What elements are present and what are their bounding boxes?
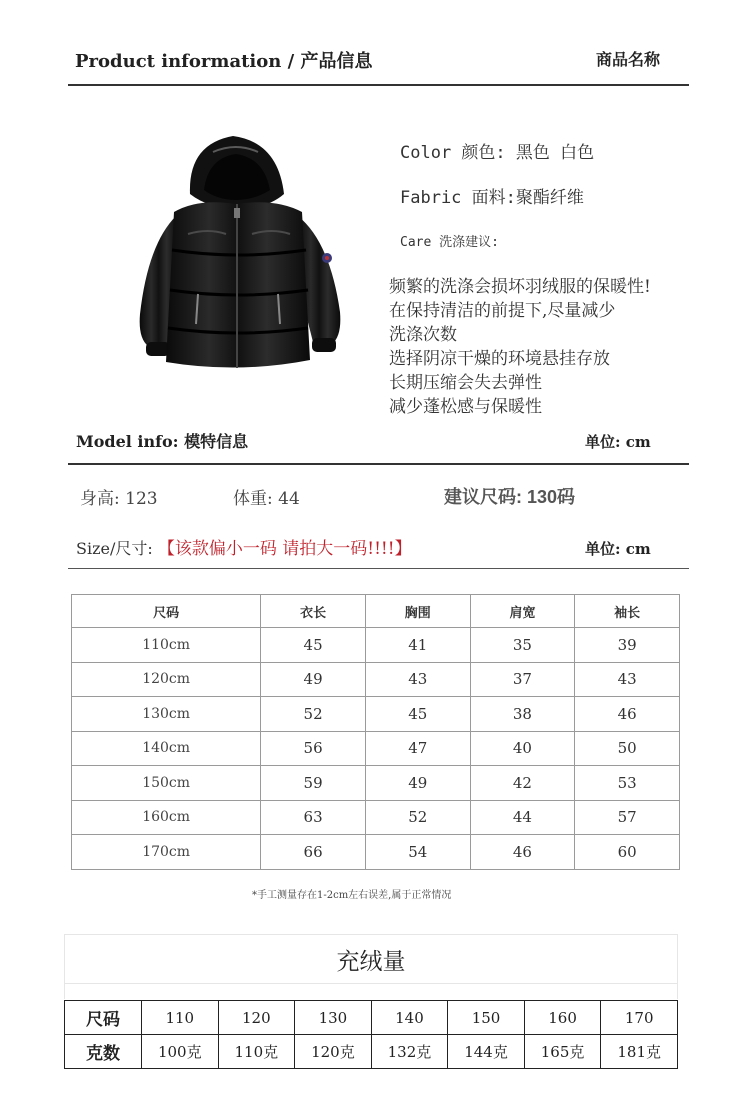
care-label: Care 洗涤建议: <box>400 235 499 250</box>
table-cell: 47 <box>365 731 470 766</box>
table-row <box>72 662 680 697</box>
table-cell: 160cm <box>72 800 261 835</box>
table-cell: 132克 <box>371 1035 448 1069</box>
care-instructions <box>389 275 651 419</box>
size-divider <box>68 568 689 569</box>
size-chart-table <box>71 594 680 870</box>
column-header: 胸围 <box>365 595 470 628</box>
model-unit: 单位: cm <box>585 433 651 451</box>
table-row <box>65 1035 678 1069</box>
model-divider <box>68 463 689 465</box>
table-row <box>72 835 680 870</box>
table-cell: 52 <box>365 800 470 835</box>
table-cell: 37 <box>470 662 575 697</box>
table-cell: 160 <box>524 1001 601 1035</box>
table-cell: 54 <box>365 835 470 870</box>
down-fill-section <box>64 934 678 1070</box>
table-cell: 110 <box>142 1001 219 1035</box>
table-cell: 45 <box>365 697 470 732</box>
table-header-row <box>72 595 680 628</box>
table-cell: 49 <box>365 766 470 801</box>
table-cell: 43 <box>365 662 470 697</box>
table-cell: 110cm <box>72 628 261 663</box>
row-label: 克数 <box>65 1035 142 1069</box>
table-cell: 38 <box>470 697 575 732</box>
care-line: 长期压缩会失去弹性 <box>389 373 542 393</box>
size-warning-row <box>76 534 412 559</box>
table-cell: 120cm <box>72 662 261 697</box>
table-cell: 50 <box>575 731 680 766</box>
table-cell: 66 <box>261 835 366 870</box>
table-cell: 150cm <box>72 766 261 801</box>
table-cell: 181克 <box>601 1035 678 1069</box>
table-cell: 53 <box>575 766 680 801</box>
table-row <box>72 628 680 663</box>
care-line: 选择阴凉干燥的环境悬挂存放 <box>389 349 610 369</box>
table-cell: 170cm <box>72 835 261 870</box>
care-line: 洗涤次数 <box>389 325 457 345</box>
table-cell: 130cm <box>72 697 261 732</box>
table-cell: 120克 <box>295 1035 372 1069</box>
table-cell: 165克 <box>524 1035 601 1069</box>
table-row <box>72 697 680 732</box>
table-row <box>72 731 680 766</box>
table-cell: 140 <box>371 1001 448 1035</box>
recommended-size: 建议尺码: 130码 <box>444 487 576 507</box>
table-cell: 43 <box>575 662 680 697</box>
down-fill-title: 充绒量 <box>64 934 678 984</box>
table-cell: 35 <box>470 628 575 663</box>
table-row <box>65 1001 678 1035</box>
black-down-jacket-image <box>118 124 358 384</box>
table-cell: 46 <box>470 835 575 870</box>
table-row <box>72 800 680 835</box>
column-header: 袖长 <box>575 595 680 628</box>
spacer <box>64 983 678 999</box>
fabric-spec: Fabric 面料:聚酯纤维 <box>400 188 584 208</box>
table-cell: 59 <box>261 766 366 801</box>
table-cell: 170 <box>601 1001 678 1035</box>
header-title: Product information / 产品信息 <box>75 51 373 72</box>
product-name-label: 商品名称 <box>596 50 661 69</box>
table-cell: 60 <box>575 835 680 870</box>
measurement-footnote: *手工测量存在1-2cm左右误差,属于正常情况 <box>252 890 452 901</box>
column-header: 尺码 <box>72 595 261 628</box>
model-info-title: Model info: 模特信息 <box>76 432 249 451</box>
size-label: Size/尺寸: <box>76 539 153 558</box>
table-cell: 40 <box>470 731 575 766</box>
table-cell: 39 <box>575 628 680 663</box>
care-line: 减少蓬松感与保暖性 <box>389 397 542 417</box>
table-cell: 63 <box>261 800 366 835</box>
column-header: 衣长 <box>261 595 366 628</box>
table-cell: 41 <box>365 628 470 663</box>
table-cell: 100克 <box>142 1035 219 1069</box>
table-cell: 49 <box>261 662 366 697</box>
care-line: 频繁的洗涤会损坏羽绒服的保暖性! <box>389 277 651 297</box>
size-unit: 单位: cm <box>585 540 651 558</box>
table-cell: 150 <box>448 1001 525 1035</box>
table-row <box>72 766 680 801</box>
table-cell: 57 <box>575 800 680 835</box>
model-weight: 体重: 44 <box>233 489 300 509</box>
row-label: 尺码 <box>65 1001 142 1035</box>
table-cell: 130 <box>295 1001 372 1035</box>
color-spec: Color 颜色: 黑色 白色 <box>400 143 595 163</box>
table-cell: 52 <box>261 697 366 732</box>
column-header: 肩宽 <box>470 595 575 628</box>
size-warning: 【该款偏小一码 请拍大一码!!!!】 <box>157 539 412 559</box>
header-divider <box>68 84 689 86</box>
care-line: 在保持清洁的前提下,尽量减少 <box>389 301 616 321</box>
down-fill-table <box>64 1000 678 1069</box>
table-cell: 110克 <box>218 1035 295 1069</box>
model-height: 身高: 123 <box>80 489 158 509</box>
table-cell: 56 <box>261 731 366 766</box>
table-cell: 42 <box>470 766 575 801</box>
table-cell: 45 <box>261 628 366 663</box>
table-cell: 140cm <box>72 731 261 766</box>
table-cell: 44 <box>470 800 575 835</box>
table-cell: 120 <box>218 1001 295 1035</box>
table-cell: 46 <box>575 697 680 732</box>
table-cell: 144克 <box>448 1035 525 1069</box>
